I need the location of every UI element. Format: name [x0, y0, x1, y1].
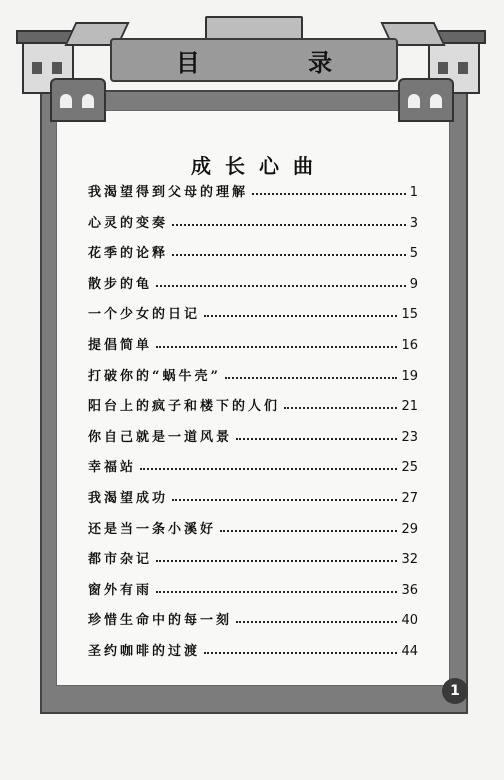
tower-window [458, 62, 468, 74]
dot-leader [225, 377, 397, 379]
toc-entry-page: 16 [401, 338, 418, 353]
toc-entry-title: 心灵的变奏 [88, 215, 169, 231]
toc-entry-title: 还是当一条小溪好 [88, 521, 217, 537]
dot-leader [156, 560, 397, 562]
toc-entry[interactable] [88, 576, 418, 598]
toc-entry-title: 打破你的“蜗牛壳” [88, 368, 221, 384]
toc-entry-title: 我渴望成功 [88, 491, 169, 506]
toc-entry-title: 阳台上的疯子和楼下的人们 [88, 399, 281, 415]
toc-entry-title: 提倡简单 [88, 338, 153, 353]
toc-entry[interactable] [88, 239, 418, 261]
toc-entry-page: 27 [401, 491, 418, 506]
toc-entry[interactable] [88, 545, 418, 567]
toc-entry-page: 5 [409, 246, 418, 262]
dot-leader [156, 285, 406, 287]
toc-entry[interactable] [88, 423, 418, 445]
toc-entry-page: 1 [409, 185, 418, 200]
section-title: 成长心曲 [191, 154, 327, 178]
toc-entry-title: 花季的论释 [88, 246, 169, 262]
dot-leader [252, 193, 406, 195]
toc-entry-page: 40 [401, 613, 418, 629]
toc-entry[interactable] [88, 515, 418, 537]
dot-leader [172, 224, 406, 226]
toc-entry-page: 32 [401, 552, 418, 568]
toc-entry-title: 散步的龟 [88, 276, 153, 292]
toc-entry-title: 珍惜生命中的每一刻 [88, 613, 233, 629]
gate-window [430, 94, 442, 108]
dot-leader [220, 530, 397, 532]
toc-entry-title: 圣约咖啡的过渡 [88, 644, 201, 659]
toc-entry-page: 19 [401, 368, 418, 384]
dot-leader [284, 407, 397, 409]
toc-entry[interactable] [88, 178, 418, 200]
toc-entry-title: 你自己就是一道风景 [88, 429, 233, 445]
gate-window [82, 94, 94, 108]
toc-entry-page: 15 [401, 307, 418, 323]
dot-leader [204, 652, 397, 654]
tower-window [52, 62, 62, 74]
toc-entry[interactable] [88, 637, 418, 659]
toc-entry-title: 幸福站 [88, 460, 137, 476]
dot-leader [156, 346, 397, 348]
toc-entry[interactable] [88, 362, 418, 384]
dot-leader [236, 621, 397, 623]
dot-leader [172, 499, 397, 501]
toc-entry-page: 44 [401, 644, 418, 659]
tower-window [32, 62, 42, 74]
toc-entry-page: 23 [401, 429, 418, 445]
toc-entry-title: 我渴望得到父母的理解 [88, 185, 249, 200]
toc-entry-page: 21 [401, 399, 418, 415]
toc-entry[interactable] [88, 331, 418, 353]
toc-entry-title: 窗外有雨 [88, 582, 153, 598]
dot-leader [236, 438, 397, 440]
left-gate-tower [50, 78, 106, 122]
dot-leader [140, 468, 397, 470]
toc-entry[interactable] [88, 209, 418, 231]
toc-entry[interactable] [88, 270, 418, 292]
page-title: 目 录 [175, 47, 383, 77]
gate-window [60, 94, 72, 108]
toc-entry-page: 29 [401, 521, 418, 537]
toc-entry[interactable] [88, 392, 418, 414]
toc-entry[interactable] [88, 453, 418, 475]
toc-entry-title: 一个少女的日记 [88, 307, 201, 323]
title-banner [110, 38, 398, 82]
page-number-badge: 1 [442, 678, 468, 704]
toc-entry-title: 都市杂记 [88, 552, 153, 568]
tower-window [438, 62, 448, 74]
toc-entry-page: 25 [401, 460, 418, 476]
dot-leader [156, 591, 397, 593]
dot-leader [204, 315, 397, 317]
toc-entry-page: 9 [409, 276, 418, 292]
toc-entry-page: 3 [409, 215, 418, 231]
dot-leader [172, 254, 406, 256]
toc-entry[interactable] [88, 300, 418, 322]
gate-window [408, 94, 420, 108]
toc-entry-page: 36 [401, 582, 418, 598]
toc-entry[interactable] [88, 606, 418, 628]
right-gate-tower [398, 78, 454, 122]
toc-entry[interactable] [88, 484, 418, 506]
